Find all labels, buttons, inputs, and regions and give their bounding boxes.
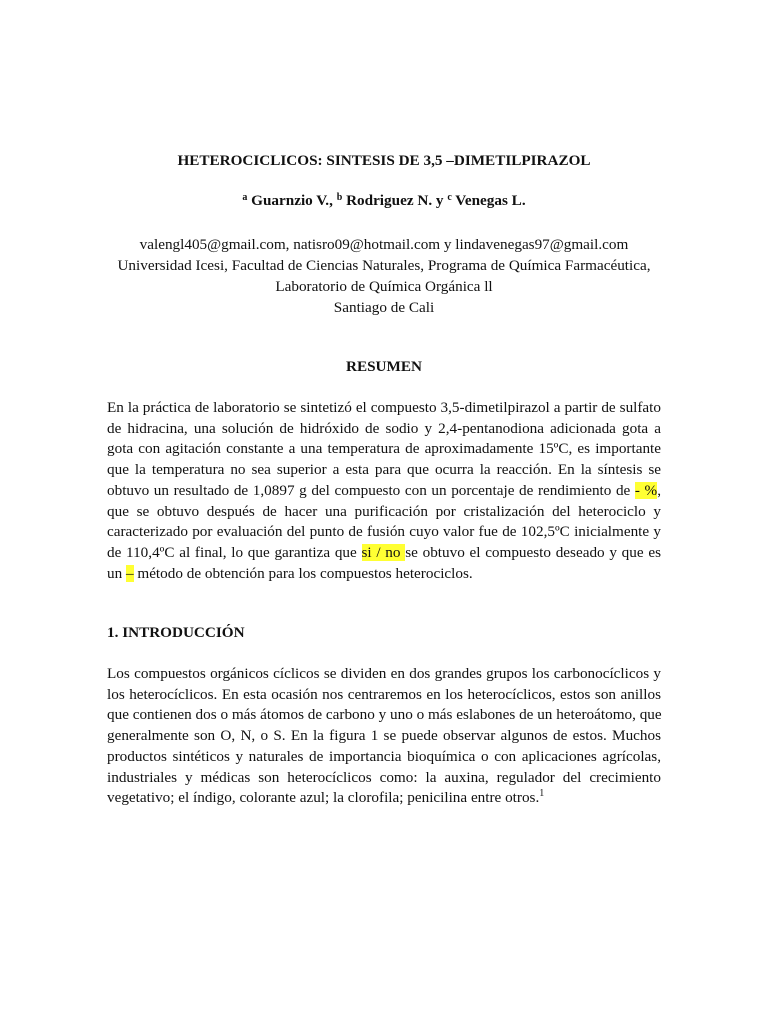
resumen-line (107, 564, 661, 585)
author-mark-a: a (242, 192, 248, 203)
resumen-line: gota con agitación constante a una temperatura de aproximadamente 15ºC, es importante (107, 440, 661, 458)
highlighted-dash: – (125, 564, 134, 582)
resumen-line: En la práctica de laboratorio se sintetizó el compuesto 3,5-dimetilpirazol a partir de sulfato (107, 399, 661, 416)
intro-line: que contienen dos o más átomos de carbono y uno o más eslabones de un heteroátomo, que (107, 706, 662, 724)
author-emails: valengl405@gmail.com, natisro09@hotmail.com y lindavenegas97@gmail.com (139, 236, 629, 253)
highlighted-si-no: si / no (361, 543, 406, 561)
resumen-text: un (107, 564, 126, 582)
intro-paragraph (107, 664, 661, 809)
resumen-text: obtuvo un resultado de 1,0897 g del compuesto con un porcentaje de rendimiento de (107, 481, 635, 499)
resumen-paragraph (107, 398, 661, 584)
highlighted-percent: - % (634, 481, 658, 499)
intro-line: Los compuestos orgánicos cíclicos se dividen en dos grandes grupos los carbonocíclicos y (107, 665, 661, 682)
resumen-text: método de obtención para los compuestos heterociclos. (133, 564, 473, 582)
resumen-text: , (657, 481, 661, 499)
resumen-line: que se obtuvo después de hacer una purificación por cristalización del heterociclo y (107, 502, 661, 520)
author-mark-b: b (336, 192, 343, 203)
reference-mark: 1 (539, 788, 545, 800)
author-b: Rodriguez N. y (342, 192, 448, 209)
intro-line: productos sintéticos y naturales de importancia bioquímica o con aplicaciones agrícolas, (107, 747, 661, 765)
intro-line: industriales y médicas son heterocíclicos como: la auxina, regulador del crecimiento (107, 768, 661, 786)
resumen-heading: RESUMEN (346, 358, 422, 375)
intro-heading: 1. INTRODUCCIÓN (107, 624, 245, 641)
resumen-line (107, 481, 661, 502)
paper-title: HETEROCICLICOS: SINTESIS DE 3,5 –DIMETILPIRAZOL (177, 152, 591, 169)
author-c: Venegas L. (451, 192, 526, 209)
resumen-line: que la temperatura no sea superior a esta para que ocurra la reacción. En la síntesis se (107, 461, 661, 479)
author-mark-c: c (447, 192, 452, 203)
affiliation-block (0, 234, 768, 318)
intro-line (107, 788, 661, 809)
resumen-line: de hidracina, una solución de hidróxido de sodio y 2,4-pentanodiona adicionada gota a (107, 419, 661, 437)
intro-line: generalmente son O, N, o S. En la figura 1 se puede observar algunos de estos. Muchos (107, 727, 661, 745)
resumen-text: de 110,4ºC al final, lo que garantiza que (107, 543, 362, 561)
laboratory-line: Laboratorio de Química Orgánica ll (275, 278, 493, 295)
intro-line: los heterocíclicos. En esta ocasión nos centraremos en los heterocíclicos, estos son anillos (107, 685, 661, 703)
resumen-line: caracterizado por evaluación del punto de fusión cuyo valor fue de 102,5ºC inicialmente y (107, 523, 661, 541)
author-a: Guarnzio V., (247, 192, 337, 209)
institution-line: Universidad Icesi, Facultad de Ciencias Naturales, Programa de Química Farmacéutica, (117, 257, 651, 274)
author-line (0, 192, 768, 210)
intro-text: vegetativo; el índigo, colorante azul; la clorofila; penicilina entre otros. (107, 789, 540, 807)
resumen-text: se obtuvo el compuesto deseado y que es (405, 543, 661, 561)
city-line: Santiago de Cali (333, 299, 435, 316)
resumen-line (107, 543, 661, 564)
